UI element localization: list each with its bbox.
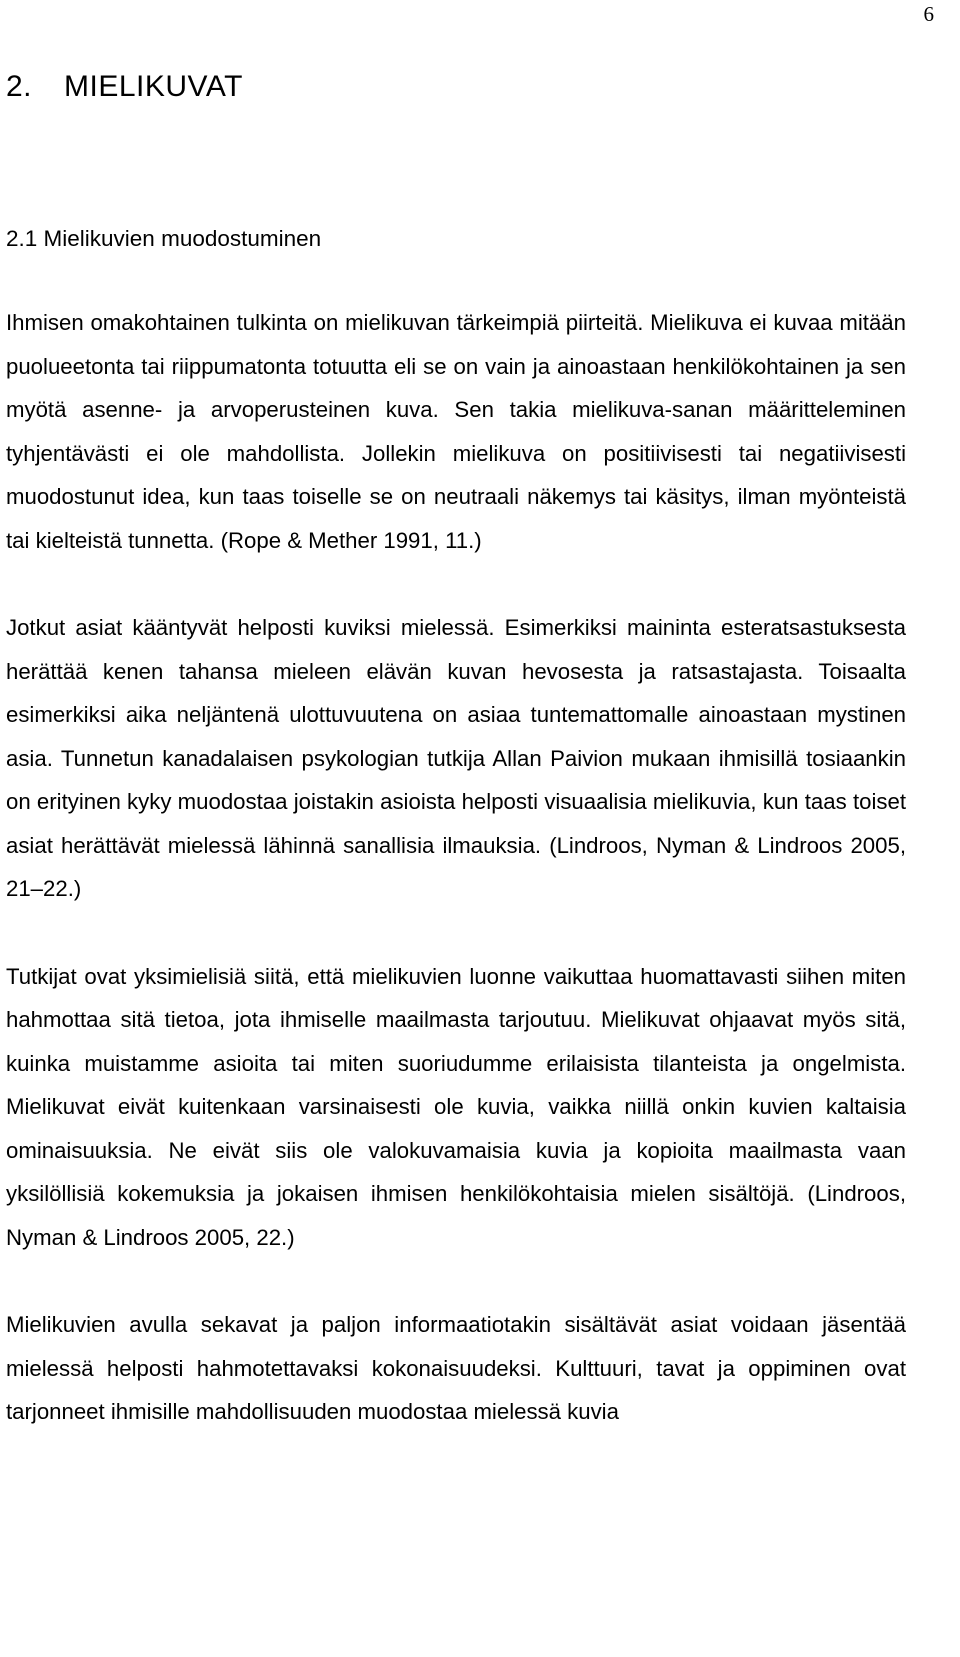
chapter-heading xyxy=(6,70,243,104)
paragraph-1: Ihmisen omakohtainen tulkinta on mielikuvan tärkeimpiä piirteitä. Mielikuva ei kuvaa mitään puolueetonta tai riippumatonta totuutta eli se on vain ja ainoastaan henkilökohtainen ja sen myötä asenne- ja arvoperusteinen kuva. Sen takia mielikuva-sanan määritteleminen tyhjentävästi ei ole mahdollista. Jollekin mielikuva on positiivisesti tai negatiivisesti muodostunut idea, kun taas toiselle se on neutraali näkemys tai käsitys, ilman myönteistä tai kielteistä tunnetta. (Rope & Mether 1991, 11.) xyxy=(6,310,906,553)
section-heading: 2.1 Mielikuvien muodostuminen xyxy=(6,226,322,251)
body-text xyxy=(6,301,906,1434)
paragraph-2: Jotkut asiat kääntyvät helposti kuviksi mielessä. Esimerkiksi maininta esteratsastuksesta herättää kenen tahansa mieleen elävän kuvan hevosesta ja ratsastajasta. Toisaalta esimerkiksi aika neljäntenä ulottuvuutena on asiaa tuntemattomalle ainoastaan mystinen asia. Tunnetun kanadalaisen psykologian tutkija Allan Paivion mukaan ihmisillä tosiaankin on erityinen kyky muodostaa joistakin asioista helposti visuaalisia mielikuvia, kun taas toiset asiat herättävät mielessä lähinnä sanallisia ilmauksia. (Lindroos, Nyman & Lindroos 2005, 21–22.) xyxy=(6,615,906,901)
chapter-number: 2. xyxy=(6,70,33,103)
paragraph-3: Tutkijat ovat yksimielisiä siitä, että mielikuvien luonne vaikuttaa huomattavasti siihen miten hahmottaa sitä tietoa, jota ihmiselle maailmasta tarjoutuu. Mielikuvat ohjaavat myös sitä, kuinka muistamme asioita tai miten suoriudumme erilaisista tilanteista ja ongelmista. Mielikuvat eivät kuitenkaan varsinaisesti ole kuvia, vaikka niillä onkin kuvien kaltaisia ominaisuuksia. Ne eivät siis ole valokuvamaisia kuvia ja kopioita maailmasta vaan yksilöllisiä kokemuksia ja jokaisen ihmisen henkilökohtaisia mielen sisältöjä. (Lindroos, Nyman & Lindroos 2005, 22.) xyxy=(6,963,906,1250)
paragraph-4: Mielikuvien avulla sekavat ja paljon informaatiotakin sisältävät asiat voidaan jäsentää mielessä helposti hahmotettavaksi kokonaisuudeksi. Kulttuuri, tavat ja oppiminen ovat tarjonneet ihmisille mahdollisuuden muodostaa mielessä kuvia xyxy=(6,1312,906,1424)
page-number: 6 xyxy=(923,2,934,26)
chapter-title: MIELIKUVAT xyxy=(64,70,243,103)
